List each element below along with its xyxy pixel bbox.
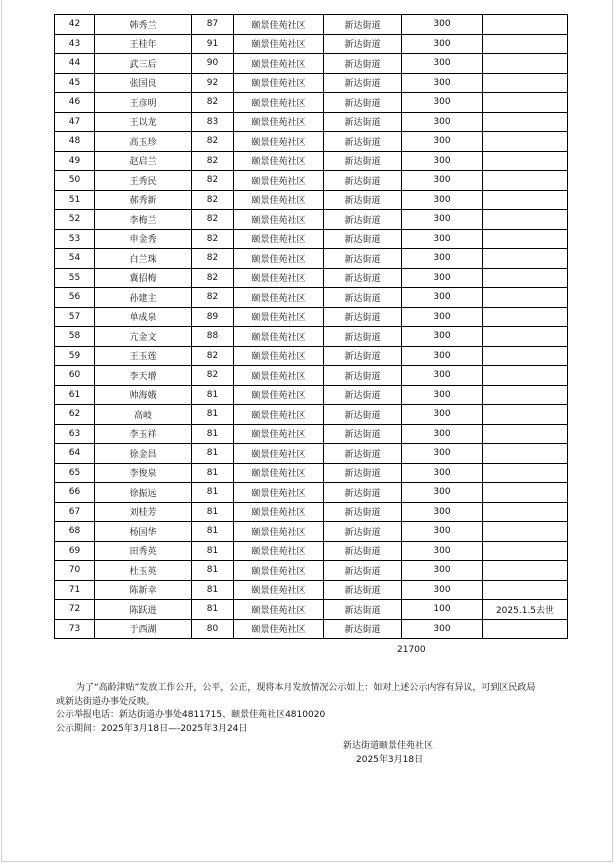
cell-note [483,346,568,366]
cell-street: 新达街道 [324,34,402,54]
cell-note [483,229,568,249]
cell-note [483,132,568,152]
cell-street: 新达街道 [324,268,402,288]
table-row [55,346,568,366]
cell-amount: 300 [402,190,483,210]
cell-number: 68 [55,522,95,542]
table-row [55,54,568,74]
cell-age: 80 [192,619,234,639]
notice-block [56,682,536,736]
cell-amount: 300 [402,151,483,171]
cell-name: 王秀民 [95,171,192,191]
cell-note [483,112,568,132]
cell-community: 颐景佳苑社区 [234,502,324,522]
cell-street: 新达街道 [324,405,402,425]
table-row [55,327,568,347]
table-row [55,405,568,425]
cell-number: 54 [55,249,95,269]
table-row [55,502,568,522]
cell-street: 新达街道 [324,54,402,74]
notice-phone: 公示举报电话：新达街道办事处4811715、颐景佳苑社区4810020 [56,710,326,720]
cell-community: 颐景佳苑社区 [234,249,324,269]
table-row [55,619,568,639]
cell-note [483,483,568,503]
cell-amount: 300 [402,541,483,561]
table-row [55,112,568,132]
cell-age: 90 [192,54,234,74]
cell-street: 新达街道 [324,483,402,503]
cell-amount: 300 [402,385,483,405]
cell-number: 64 [55,444,95,464]
cell-amount: 300 [402,405,483,425]
cell-street: 新达街道 [324,522,402,542]
cell-amount: 300 [402,424,483,444]
cell-age: 81 [192,502,234,522]
cell-community: 颐景佳苑社区 [234,190,324,210]
cell-number: 55 [55,268,95,288]
cell-age: 82 [192,346,234,366]
table-row [55,268,568,288]
cell-community: 颐景佳苑社区 [234,541,324,561]
cell-age: 82 [192,210,234,230]
cell-note [483,502,568,522]
cell-number: 43 [55,34,95,54]
cell-number: 48 [55,132,95,152]
table-row [55,34,568,54]
cell-community: 颐景佳苑社区 [234,93,324,113]
cell-name: 亢金文 [95,327,192,347]
cell-age: 81 [192,463,234,483]
cell-note [483,522,568,542]
cell-note [483,444,568,464]
cell-community: 颐景佳苑社区 [234,463,324,483]
cell-note [483,73,568,93]
cell-name: 高岐 [95,405,192,425]
table-row [55,93,568,113]
cell-note [483,151,568,171]
cell-street: 新达街道 [324,424,402,444]
cell-name: 刘桂芳 [95,502,192,522]
cell-note [483,15,568,35]
cell-community: 颐景佳苑社区 [234,132,324,152]
cell-age: 81 [192,580,234,600]
cell-name: 帅海娥 [95,385,192,405]
cell-street: 新达街道 [324,385,402,405]
cell-number: 58 [55,327,95,347]
cell-name: 冀招梅 [95,268,192,288]
cell-note [483,463,568,483]
cell-community: 颐景佳苑社区 [234,405,324,425]
cell-number: 59 [55,346,95,366]
cell-name: 李天增 [95,366,192,386]
table-row [55,229,568,249]
table-row [55,424,568,444]
table-row [55,307,568,327]
cell-community: 颐景佳苑社区 [234,483,324,503]
cell-number: 49 [55,151,95,171]
cell-number: 51 [55,190,95,210]
notice-period: 公示期间：2025年3月18日—-2025年3月24日 [56,723,248,734]
cell-number: 70 [55,561,95,581]
cell-age: 83 [192,112,234,132]
table-row [55,190,568,210]
cell-age: 82 [192,249,234,269]
cell-amount: 300 [402,444,483,464]
cell-street: 新达街道 [324,619,402,639]
cell-number: 72 [55,600,95,620]
cell-street: 新达街道 [324,580,402,600]
cell-community: 颐景佳苑社区 [234,561,324,581]
table-row [55,541,568,561]
cell-community: 颐景佳苑社区 [234,580,324,600]
cell-age: 82 [192,132,234,152]
cell-street: 新达街道 [324,327,402,347]
cell-amount: 300 [402,268,483,288]
cell-note [483,580,568,600]
signature-org: 新达街道颐景佳苑社区 [343,741,434,751]
cell-community: 颐景佳苑社区 [234,385,324,405]
cell-note [483,405,568,425]
cell-name: 田秀英 [95,541,192,561]
cell-note [483,327,568,347]
cell-age: 82 [192,366,234,386]
table-row [55,73,568,93]
cell-name: 韩秀兰 [95,15,192,35]
cell-community: 颐景佳苑社区 [234,366,324,386]
cell-amount: 300 [402,619,483,639]
cell-community: 颐景佳苑社区 [234,210,324,230]
cell-note [483,171,568,191]
cell-street: 新达街道 [324,93,402,113]
cell-community: 颐景佳苑社区 [234,307,324,327]
table-row [55,288,568,308]
cell-street: 新达街道 [324,249,402,269]
table-row [55,561,568,581]
cell-number: 44 [55,54,95,74]
cell-note [483,424,568,444]
cell-street: 新达街道 [324,132,402,152]
cell-street: 新达街道 [324,541,402,561]
cell-amount: 300 [402,171,483,191]
cell-number: 46 [55,93,95,113]
notice-paragraph: 为了“高龄津贴”发放工作公开，公平，公正，现将本月发放情况公示如上：如对上述公示内容有异议，可到区民政局或新达街道办事处反映。 [56,683,536,707]
cell-community: 颐景佳苑社区 [234,229,324,249]
cell-number: 60 [55,366,95,386]
cell-age: 87 [192,15,234,35]
cell-age: 81 [192,522,234,542]
table-row [55,600,568,620]
cell-age: 82 [192,190,234,210]
table-row [55,151,568,171]
cell-number: 56 [55,288,95,308]
cell-age: 81 [192,385,234,405]
cell-street: 新达街道 [324,229,402,249]
table-row [55,580,568,600]
cell-community: 颐景佳苑社区 [234,288,324,308]
cell-age: 88 [192,327,234,347]
cell-community: 颐景佳苑社区 [234,73,324,93]
table-row [55,385,568,405]
cell-note [483,385,568,405]
cell-community: 颐景佳苑社区 [234,522,324,542]
cell-name: 高玉珍 [95,132,192,152]
table-row [55,210,568,230]
cell-street: 新达街道 [324,346,402,366]
cell-amount: 300 [402,132,483,152]
signature-date: 2025年3月18日 [356,755,424,765]
cell-amount: 300 [402,522,483,542]
cell-age: 82 [192,268,234,288]
cell-number: 65 [55,463,95,483]
table-row [55,249,568,269]
cell-name: 单成泉 [95,307,192,327]
cell-street: 新达街道 [324,444,402,464]
cell-age: 82 [192,171,234,191]
cell-community: 颐景佳苑社区 [234,346,324,366]
cell-note [483,249,568,269]
cell-age: 82 [192,151,234,171]
cell-street: 新达街道 [324,73,402,93]
cell-amount: 300 [402,327,483,347]
cell-street: 新达街道 [324,15,402,35]
cell-amount: 300 [402,15,483,35]
cell-number: 73 [55,619,95,639]
cell-name: 申金秀 [95,229,192,249]
cell-name: 王彦明 [95,93,192,113]
cell-community: 颐景佳苑社区 [234,171,324,191]
cell-community: 颐景佳苑社区 [234,424,324,444]
cell-number: 50 [55,171,95,191]
total-amount: 21700 [397,645,426,655]
cell-street: 新达街道 [324,210,402,230]
cell-note [483,54,568,74]
cell-street: 新达街道 [324,502,402,522]
cell-number: 69 [55,541,95,561]
cell-age: 91 [192,34,234,54]
cell-community: 颐景佳苑社区 [234,151,324,171]
table-row [55,366,568,386]
cell-name: 李俊泉 [95,463,192,483]
cell-name: 杨国华 [95,522,192,542]
cell-age: 82 [192,229,234,249]
allowance-table [54,14,568,639]
cell-number: 67 [55,502,95,522]
cell-community: 颐景佳苑社区 [234,34,324,54]
cell-age: 81 [192,561,234,581]
cell-note: 2025.1.5去世 [483,600,568,620]
cell-note [483,288,568,308]
cell-name: 于西湖 [95,619,192,639]
cell-number: 66 [55,483,95,503]
cell-street: 新达街道 [324,151,402,171]
cell-age: 81 [192,405,234,425]
table-row [55,444,568,464]
cell-age: 89 [192,307,234,327]
cell-number: 62 [55,405,95,425]
cell-community: 颐景佳苑社区 [234,619,324,639]
cell-street: 新达街道 [324,288,402,308]
cell-age: 82 [192,288,234,308]
table-row [55,522,568,542]
cell-amount: 300 [402,210,483,230]
cell-name: 武三后 [95,54,192,74]
cell-community: 颐景佳苑社区 [234,54,324,74]
cell-note [483,541,568,561]
cell-street: 新达街道 [324,561,402,581]
cell-amount: 300 [402,463,483,483]
table-row [55,132,568,152]
cell-note [483,93,568,113]
cell-amount: 300 [402,229,483,249]
cell-street: 新达街道 [324,307,402,327]
cell-number: 61 [55,385,95,405]
cell-name: 李玉祥 [95,424,192,444]
allowance-table-body [55,15,568,639]
cell-amount: 300 [402,93,483,113]
cell-amount: 300 [402,580,483,600]
cell-community: 颐景佳苑社区 [234,112,324,132]
cell-street: 新达街道 [324,366,402,386]
cell-age: 92 [192,73,234,93]
cell-name: 王玉莲 [95,346,192,366]
cell-community: 颐景佳苑社区 [234,600,324,620]
cell-street: 新达街道 [324,190,402,210]
cell-note [483,619,568,639]
table-row [55,483,568,503]
table-row [55,463,568,483]
cell-name: 郝秀新 [95,190,192,210]
cell-note [483,561,568,581]
cell-amount: 300 [402,366,483,386]
cell-name: 王桂年 [95,34,192,54]
cell-name: 赵启兰 [95,151,192,171]
cell-note [483,210,568,230]
cell-number: 53 [55,229,95,249]
cell-name: 王以龙 [95,112,192,132]
cell-note [483,307,568,327]
cell-note [483,268,568,288]
cell-note [483,366,568,386]
cell-age: 81 [192,444,234,464]
cell-street: 新达街道 [324,600,402,620]
cell-amount: 300 [402,346,483,366]
cell-street: 新达街道 [324,112,402,132]
cell-community: 颐景佳苑社区 [234,15,324,35]
cell-age: 81 [192,541,234,561]
cell-name: 孙建主 [95,288,192,308]
cell-name: 陈跃进 [95,600,192,620]
cell-name: 徐金昌 [95,444,192,464]
cell-name: 陈新幸 [95,580,192,600]
cell-amount: 300 [402,249,483,269]
cell-amount: 100 [402,600,483,620]
cell-amount: 300 [402,112,483,132]
table-row [55,15,568,35]
cell-amount: 300 [402,307,483,327]
cell-community: 颐景佳苑社区 [234,327,324,347]
cell-number: 57 [55,307,95,327]
table-row [55,171,568,191]
cell-name: 李梅兰 [95,210,192,230]
cell-note [483,34,568,54]
cell-community: 颐景佳苑社区 [234,444,324,464]
cell-community: 颐景佳苑社区 [234,268,324,288]
cell-amount: 300 [402,483,483,503]
cell-amount: 300 [402,561,483,581]
cell-amount: 300 [402,502,483,522]
cell-age: 81 [192,600,234,620]
cell-number: 47 [55,112,95,132]
cell-amount: 300 [402,54,483,74]
cell-name: 杜玉英 [95,561,192,581]
cell-note [483,190,568,210]
cell-number: 42 [55,15,95,35]
cell-amount: 300 [402,34,483,54]
cell-name: 张国良 [95,73,192,93]
cell-street: 新达街道 [324,171,402,191]
cell-age: 81 [192,483,234,503]
cell-number: 71 [55,580,95,600]
cell-age: 81 [192,424,234,444]
cell-number: 52 [55,210,95,230]
cell-age: 82 [192,93,234,113]
cell-name: 白兰珠 [95,249,192,269]
cell-number: 63 [55,424,95,444]
cell-amount: 300 [402,73,483,93]
cell-number: 45 [55,73,95,93]
cell-street: 新达街道 [324,463,402,483]
cell-amount: 300 [402,288,483,308]
cell-name: 徐振远 [95,483,192,503]
